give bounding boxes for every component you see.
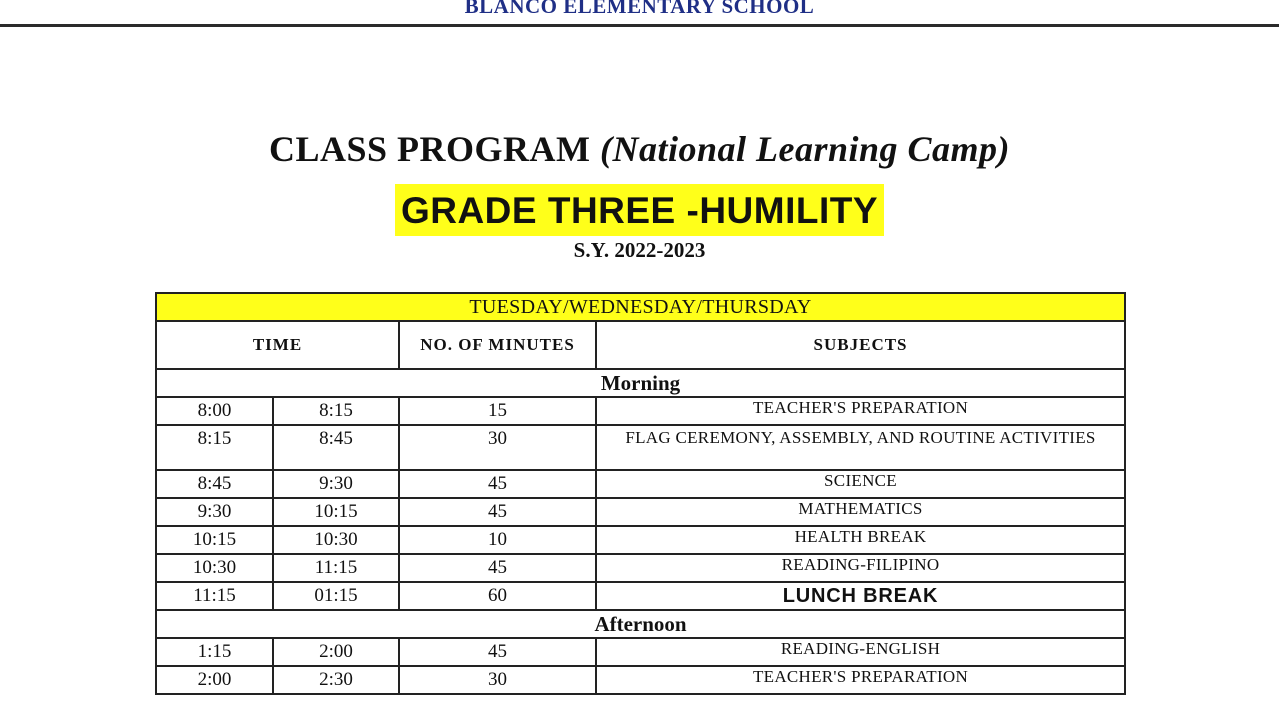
end-time: 11:15 — [273, 554, 399, 582]
subject: READING-FILIPINO — [596, 554, 1125, 582]
start-time: 8:15 — [156, 425, 273, 470]
subject: LUNCH BREAK — [596, 582, 1125, 610]
school-name: BLANCO ELEMENTARY SCHOOL — [464, 0, 815, 18]
start-time: 10:30 — [156, 554, 273, 582]
table-row — [156, 554, 1125, 582]
subject: FLAG CEREMONY, ASSEMBLY, AND ROUTINE ACTIVITIES — [596, 425, 1125, 470]
table-row — [156, 425, 1125, 470]
subject: MATHEMATICS — [596, 498, 1125, 526]
minutes-value: 60 — [399, 582, 596, 610]
start-time: 9:30 — [156, 498, 273, 526]
minutes-value: 30 — [399, 666, 596, 694]
subject: TEACHER'S PREPARATION — [596, 666, 1125, 694]
subjects-header: SUBJECTS — [596, 321, 1125, 369]
minutes-value: 45 — [399, 554, 596, 582]
table-row — [156, 638, 1125, 666]
school-year: S.Y. 2022-2023 — [573, 238, 706, 262]
section-row-afternoon — [156, 610, 1125, 638]
days-label: TUESDAY/WEDNESDAY/THURSDAY — [156, 293, 1125, 321]
days-header-row — [156, 293, 1125, 321]
minutes-header: NO. OF MINUTES — [399, 321, 596, 369]
column-header-row — [156, 321, 1125, 369]
start-time: 1:15 — [156, 638, 273, 666]
grade-banner — [0, 184, 1279, 236]
time-header: TIME — [156, 321, 399, 369]
minutes-value: 45 — [399, 638, 596, 666]
morning-label: Morning — [156, 369, 1125, 397]
subject: READING-ENGLISH — [596, 638, 1125, 666]
start-time: 10:15 — [156, 526, 273, 554]
subject: SCIENCE — [596, 470, 1125, 498]
header-divider — [0, 24, 1279, 27]
title-main: CLASS PROGRAM — [268, 129, 591, 169]
table-row — [156, 582, 1125, 610]
table-row — [156, 498, 1125, 526]
section-row-morning — [156, 369, 1125, 397]
start-time: 2:00 — [156, 666, 273, 694]
end-time: 10:15 — [273, 498, 399, 526]
start-time: 8:00 — [156, 397, 273, 425]
end-time: 2:00 — [273, 638, 399, 666]
table-row — [156, 526, 1125, 554]
end-time: 10:30 — [273, 526, 399, 554]
minutes-value: 30 — [399, 425, 596, 470]
end-time: 01:15 — [273, 582, 399, 610]
end-time: 8:15 — [273, 397, 399, 425]
document-title — [0, 128, 1279, 170]
class-schedule-table — [155, 292, 1126, 695]
grade-section-label: GRADE THREE -HUMILITY — [395, 184, 884, 236]
afternoon-label: Afternoon — [156, 610, 1125, 638]
table-row — [156, 666, 1125, 694]
subject: HEALTH BREAK — [596, 526, 1125, 554]
minutes-value: 15 — [399, 397, 596, 425]
table-row — [156, 470, 1125, 498]
minutes-value: 10 — [399, 526, 596, 554]
end-time: 2:30 — [273, 666, 399, 694]
end-time: 9:30 — [273, 470, 399, 498]
subject: TEACHER'S PREPARATION — [596, 397, 1125, 425]
title-subtitle: (National Learning Camp) — [599, 129, 1011, 169]
minutes-value: 45 — [399, 470, 596, 498]
minutes-value: 45 — [399, 498, 596, 526]
table-row — [156, 397, 1125, 425]
end-time: 8:45 — [273, 425, 399, 470]
start-time: 11:15 — [156, 582, 273, 610]
start-time: 8:45 — [156, 470, 273, 498]
